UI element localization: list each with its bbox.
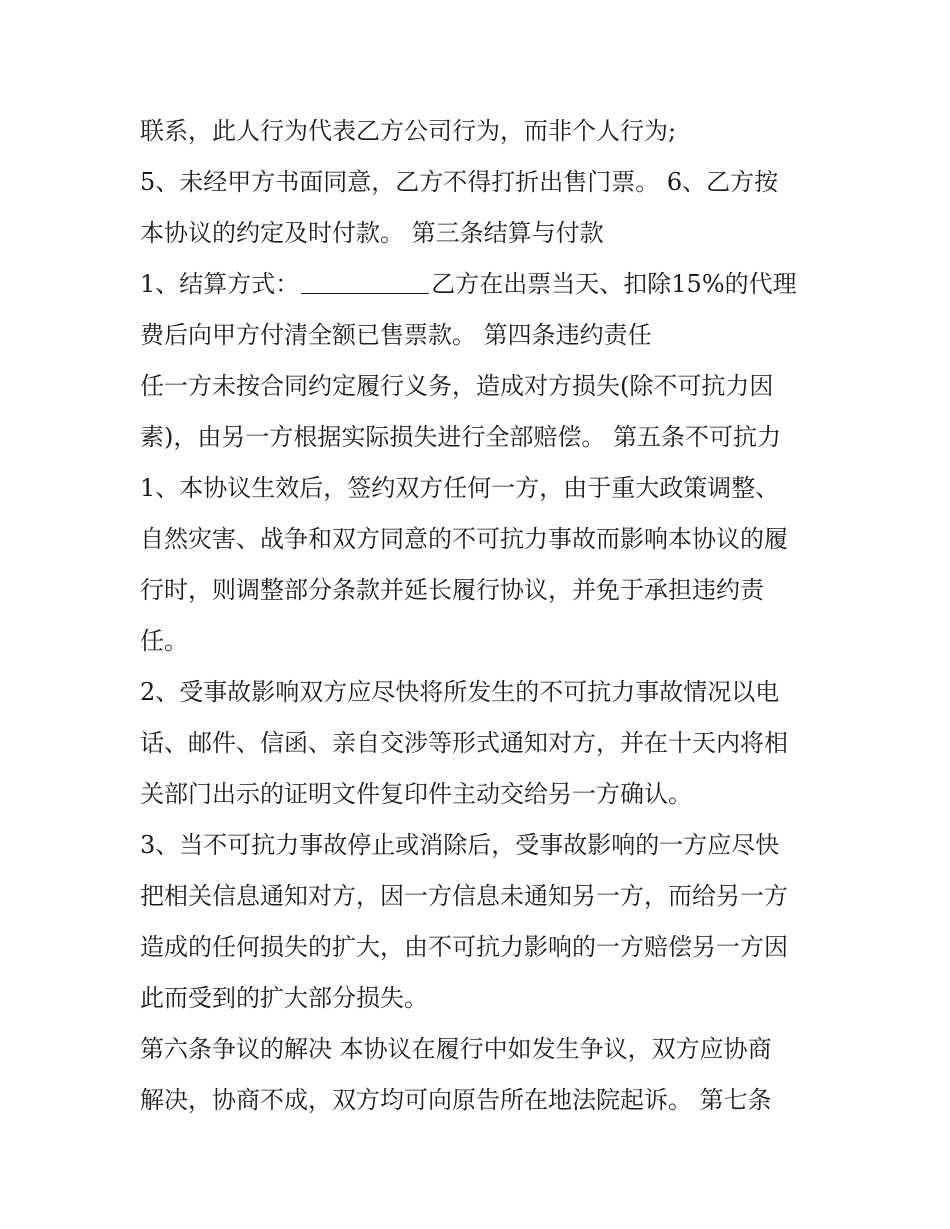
- text-line-7: 素)，由另一方根据实际损失进行全部赔偿。 第五条不可抗力: [140, 423, 781, 451]
- text-line-1: 联系，此人行为代表乙方公司行为，而非个人行为;: [140, 117, 677, 145]
- text-line-2: 5、未经甲方书面同意，乙方不得打折出售门票。 6、乙方按: [140, 168, 779, 196]
- text-line-14: 关部门出示的证明文件复印件主动交给另一方确认。: [140, 780, 692, 808]
- text-line-15: 3、当不可抗力事故停止或消除后，受事故影响的一方应尽快: [140, 831, 780, 859]
- text-line-19: 第六条争议的解决 本协议在履行中如发生争议，双方应协商: [140, 1035, 772, 1063]
- text-line-20: 解决，协商不成，双方均可向原告所在地法院起诉。 第七条: [140, 1086, 772, 1114]
- settlement-method-label: 1、结算方式：: [140, 270, 300, 298]
- settlement-method-blank: [301, 269, 429, 294]
- text-line-5: 费后向甲方付清全额已售票款。 第四条违约责任: [140, 321, 652, 349]
- text-line-3: 本协议的约定及时付款。 第三条结算与付款: [140, 219, 604, 247]
- text-line-18: 此而受到的扩大部分损失。: [140, 984, 428, 1012]
- text-line-13: 话、邮件、信函、亲自交涉等形式通知对方，并在十天内将相: [140, 729, 788, 757]
- contract-body-text: [140, 106, 830, 1126]
- text-line-17: 造成的任何损失的扩大，由不可抗力影响的一方赔偿另一方因: [140, 933, 788, 961]
- text-line-16: 把相关信息通知对方，因一方信息未通知另一方，而给另一方: [140, 882, 788, 910]
- text-line-9: 自然灾害、战争和双方同意的不可抗力事故而影响本协议的履: [140, 525, 788, 553]
- text-line-10: 行时，则调整部分条款并延长履行协议，并免于承担违约责: [140, 576, 764, 604]
- text-line-12: 2、受事故影响双方应尽快将所发生的不可抗力事故情况以电: [140, 678, 780, 706]
- settlement-terms-text: 乙方在出票当天、扣除15%的代理: [431, 270, 797, 298]
- text-line-6: 任一方未按合同约定履行义务，造成对方损失(除不可抗力因: [140, 372, 774, 400]
- text-line-11: 任。: [140, 627, 188, 655]
- text-line-8: 1、本协议生效后，签约双方任何一方，由于重大政策调整、: [140, 474, 780, 502]
- text-line-4-settlement-method: [140, 259, 830, 310]
